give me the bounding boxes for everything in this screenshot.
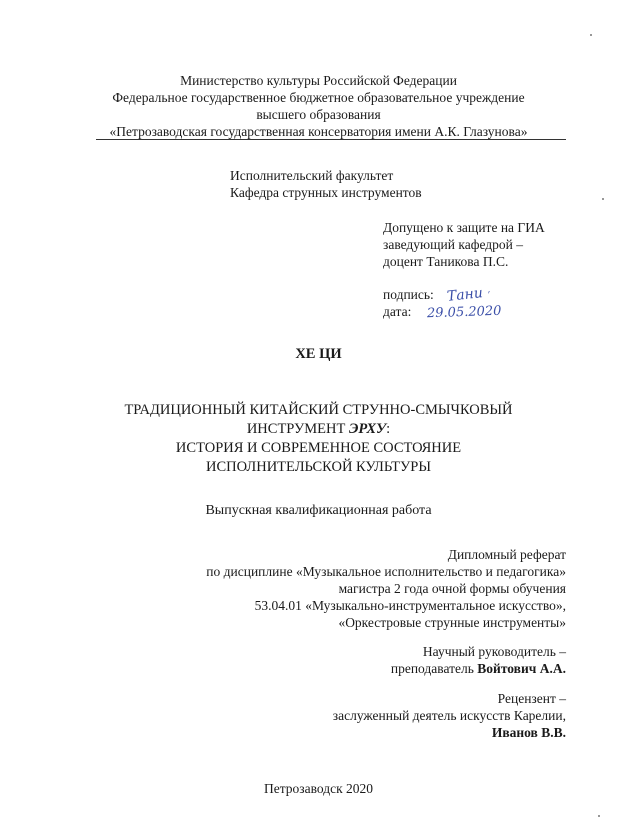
- signature-flourish: ′: [486, 288, 494, 303]
- reviewer-name: Иванов В.В.: [491, 725, 566, 740]
- approval-block: [383, 219, 583, 270]
- ministry-header: [0, 72, 637, 140]
- details-line-4: 53.04.01 «Музыкально-инструментальное искусство»,: [254, 598, 566, 613]
- date-row: [383, 303, 501, 321]
- header-line-1: Министерство культуры Российской Федерации: [180, 73, 457, 88]
- faculty-block: [230, 167, 422, 201]
- supervisor-line-2: [391, 660, 566, 677]
- details-line-3: магистра 2 года очной формы обучения: [338, 581, 566, 596]
- signature-row: [383, 285, 494, 305]
- details-block: [206, 546, 566, 631]
- supervisor-role: Научный руководитель –: [422, 644, 566, 659]
- header-line-2: Федеральное государственное бюджетное образовательное учреждение: [112, 90, 525, 105]
- approval-line-1: Допущено к защите на ГИА: [383, 220, 545, 235]
- reviewer-role: Рецензент –: [497, 691, 566, 706]
- header-underline: [96, 139, 566, 140]
- supervisor-title: преподаватель: [390, 661, 478, 676]
- signature-label: подпись:: [383, 287, 434, 302]
- work-type: Выпускная квалификационная работа: [205, 503, 432, 518]
- title-line-2: [0, 420, 637, 439]
- faculty-name: Исполнительский факультет: [230, 168, 394, 183]
- header-line-3: высшего образования: [256, 107, 381, 122]
- header-line-4: «Петрозаводская государственная консерватория имени А.К. Глазунова»: [109, 124, 528, 139]
- city-year: Петрозаводск 2020: [263, 781, 374, 796]
- scan-speck: [602, 198, 604, 200]
- title-line-2-suffix: :: [386, 421, 391, 437]
- handwritten-signature: Тани: [446, 285, 484, 305]
- details-line-2: по дисциплине «Музыкальное исполнительство и педагогика»: [206, 564, 566, 579]
- supervisor-name: Войтович А.А.: [477, 661, 566, 676]
- scan-speck: [598, 815, 600, 817]
- approval-line-3: доцент Таникова П.С.: [383, 254, 509, 269]
- thesis-title: [0, 401, 637, 477]
- date-label: дата:: [383, 304, 412, 319]
- details-line-5: «Оркестровые струнные инструменты»: [338, 615, 566, 630]
- title-instrument-name: ЭРХУ: [348, 421, 387, 437]
- handwritten-date: 29.05.2020: [426, 303, 502, 322]
- supervisor-block: [391, 643, 566, 677]
- title-line-4: ИСПОЛНИТЕЛЬСКОЙ КУЛЬТУРЫ: [206, 459, 431, 475]
- author-name: ХЕ ЦИ: [295, 346, 342, 362]
- approval-line-2: заведующий кафедрой –: [383, 237, 523, 252]
- title-line-2-prefix: ИНСТРУМЕНТ: [246, 421, 349, 437]
- scan-speck: [590, 34, 592, 36]
- reviewer-block: [333, 690, 566, 741]
- details-line-1: Дипломный реферат: [447, 547, 566, 562]
- title-line-1: ТРАДИЦИОННЫЙ КИТАЙСКИЙ СТРУННО-СМЫЧКОВЫЙ: [124, 402, 513, 418]
- department-name: Кафедра струнных инструментов: [230, 185, 422, 200]
- title-line-3: ИСТОРИЯ И СОВРЕМЕННОЕ СОСТОЯНИЕ: [175, 440, 462, 456]
- reviewer-title: заслуженный деятель искусств Карелии,: [332, 708, 566, 723]
